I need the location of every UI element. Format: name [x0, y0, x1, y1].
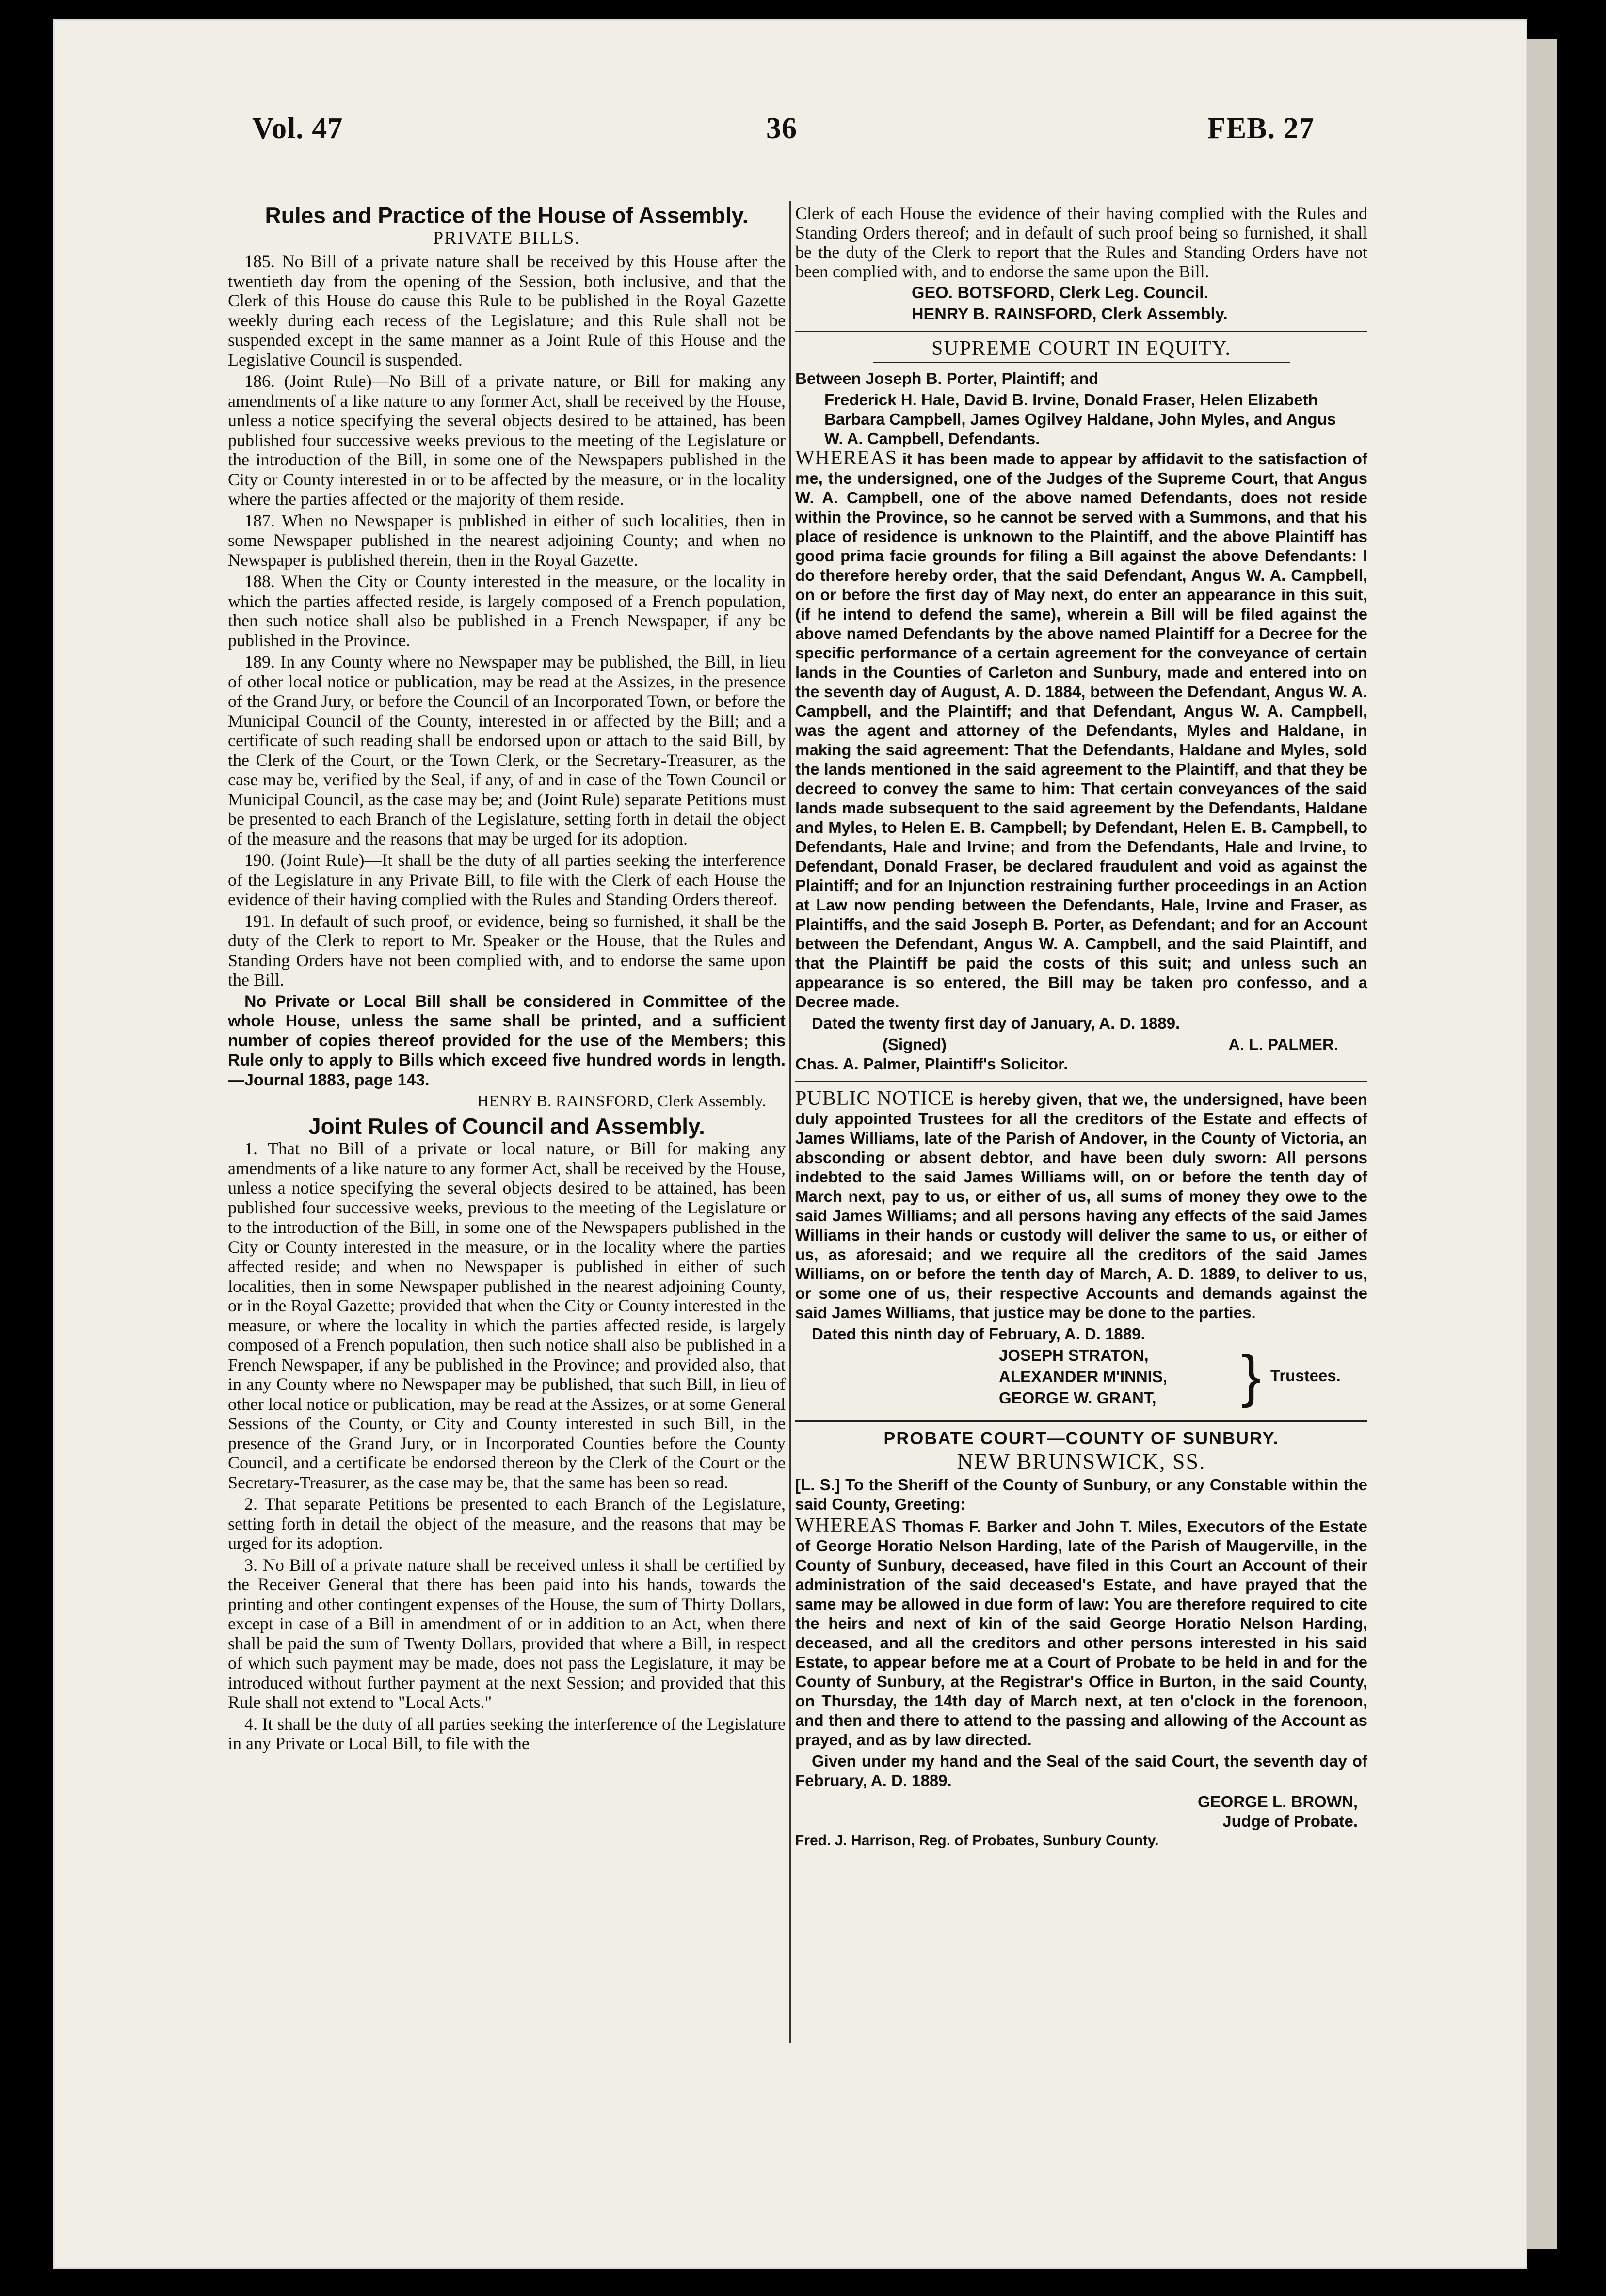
notice-dated: Dated this ninth day of February, A. D. 1889.	[812, 1325, 1145, 1343]
joint-rule-paragraph: 3. No Bill of a private nature shall be received unless it shall be certified by the Receiver General that there has been paid into his hands, towards the printing and other contingent expenses of the House, the sum of Thirty Dollars, except in case of a Bill in amendment of or in addition to an Act, when there shall be paid the sum of Twenty Dollars, provided that where a Bill, in respect of which such payment may be made, does not pass the Legislature, it may be introduced without further payment at the next Session; and provided that this Rule shall not extend to "Local Acts."	[228, 1555, 786, 1712]
joint-rule-paragraph: 4. It shall be the duty of all parties seeking the interference of the Legislature in any Private or Local Bill, to file with the	[228, 1714, 786, 1753]
volume-label: Vol. 47	[252, 112, 343, 145]
title-underline	[873, 362, 1290, 363]
probate-judge: GEORGE L. BROWN,	[1198, 1793, 1358, 1811]
joint-rules-title: Joint Rules of Council and Assembly.	[308, 1113, 705, 1139]
probate-whereas: WHEREAS	[795, 1515, 897, 1537]
right-column	[795, 204, 1367, 1852]
probate-judge-title: Judge of Probate.	[1222, 1812, 1358, 1830]
trustee-name: JOSEPH STRATON,	[999, 1346, 1149, 1364]
probate-province: NEW BRUNSWICK, SS.	[957, 1449, 1206, 1474]
public-notice	[795, 1089, 1367, 1323]
public-notice-body: is hereby given, that we, the undersigned, have been duly appointed Trustees for all the creditors of the Estate and effects of James Williams, late of the Parish of Andover, in the County of Victoria, an absconding or absent debtor, and have been duly sworn: All persons indebted to the said James Williams will, on or before the tenth day of March next, pay to us, or either of us, all sums of money they owe to the said James Williams; and all persons having any effects of the said James Williams in their hands or custody will deliver the same to us, or either of us, as aforesaid; and we require all the creditors of the said James Williams, on or before the tenth day of March, A. D. 1889, to deliver to us, or some one of us, their respective Accounts and demands against the said James Williams, that justice may be done to the parties.	[795, 1090, 1368, 1322]
rules-signature: HENRY B. RAINSFORD, Clerk Assembly.	[477, 1092, 766, 1110]
council-clerk-signature: GEO. BOTSFORD, Clerk Leg. Council.	[912, 284, 1209, 302]
rule-paragraph: 189. In any County where no Newspaper may be published, the Bill, in lieu of other local notice or publication, may be read at the Assizes, in the presence of the Grand Jury, or before the Council of an Incorporated Town, or before the Municipal Council of the County, interested in or affected by the Bill; and a certificate of such reading shall be endorsed upon or attach to the said Bill, by the Clerk of the Court, or the Town Clerk, or the Secretary-Treasurer, as the case may be, verified by the Seal, if any, of and in case of the Town Council or Municipal Council, as the case may be; and (Joint Rule) separate Petitions must be presented to each Branch of the Legislature, setting forth in detail the object of the measure and the reasons that may be urged for its adoption.	[228, 652, 786, 848]
left-column	[228, 204, 786, 1755]
probate-given: Given under my hand and the Seal of the said Court, the seventh day of February, A. D. 1889.	[795, 1752, 1367, 1789]
rules-subtitle: PRIVATE BILLS.	[433, 227, 580, 248]
section-separator	[795, 1081, 1367, 1082]
rules-note: No Private or Local Bill shall be considered in Committee of the whole House, unless the same shall be printed, and a sufficient number of copies thereof provided for the use of the Members; this Rule only to apply to Bills which exceed five hundred words in length.—Journal 1883, page 143.	[228, 992, 786, 1089]
page-number: 36	[766, 112, 797, 145]
brace-glyph: }	[1241, 1343, 1261, 1408]
equity-signature-row	[795, 1035, 1367, 1054]
equity-dated: Dated the twenty first day of January, A. D. 1889.	[812, 1014, 1180, 1032]
probate-address: [L. S.] To the Sheriff of the County of Sunbury, or any Constable within the said County, Greeting:	[795, 1476, 1367, 1513]
whereas-lead: WHEREAS	[795, 447, 897, 469]
rules-title: Rules and Practice of the House of Assembly.	[265, 203, 749, 228]
joint-rule-paragraph: 2. That separate Petitions be presented to each Branch of the Legislature, setting forth in detail the object of the measure, and the reasons that may be urged for its adoption.	[228, 1494, 786, 1553]
section-separator	[795, 331, 1367, 332]
rule-paragraph: 185. No Bill of a private nature shall be received by this House after the twentieth day from the opening of the Session, both inclusive, and that the Clerk of this House do cause this Rule to be published in the Royal Gazette weekly during each recess of the Legislature; and this Rule shall not be suspended except in the same manner as a Joint Rule of this House and the Legislative Council is suspended.	[228, 252, 786, 369]
rule-paragraph: 187. When no Newspaper is published in either of such localities, then in some Newspaper published in the nearest adjoining County; and when no Newspaper is published therein, then in the Royal Gazette.	[228, 510, 786, 570]
rule-paragraph: 190. (Joint Rule)—It shall be the duty of all parties seeking the interference of the Legislature in any Private Bill, to file with the Clerk of each House the evidence of their having complied with the Rules and Standing Orders thereof.	[228, 850, 786, 909]
column-divider	[789, 201, 791, 2043]
public-notice-lead: PUBLIC NOTICE	[795, 1087, 955, 1110]
assembly-clerk-signature: HENRY B. RAINSFORD, Clerk Assembly.	[912, 305, 1228, 323]
probate-registrar: Fred. J. Harrison, Reg. of Probates, Sunbury County.	[795, 1833, 1159, 1849]
equity-title: SUPREME COURT IN EQUITY.	[931, 337, 1231, 360]
solicitor-line: Chas. A. Palmer, Plaintiff's Solicitor.	[795, 1055, 1068, 1073]
trustees-block	[795, 1343, 1367, 1414]
continued-text: Clerk of each House the evidence of their having complied with the Rules and Standing Orders thereof; and in default of such proof being so furnished, it shall be the duty of the Clerk to report that the Rules and Standing Orders have not been complied with, and to endorse the same upon the Bill.	[795, 204, 1367, 281]
rule-paragraph: 191. In default of such proof, or evidence, being so furnished, it shall be the duty of the Clerk to report to Mr. Speaker or the House, that the Rules and Standing Orders have not been complied with, and to endorse the same upon the Bill.	[228, 911, 786, 989]
equity-between: Between Joseph B. Porter, Plaintiff; and	[795, 369, 1099, 387]
signed-label: (Signed)	[883, 1036, 947, 1053]
trustee-name: ALEXANDER M'INNIS,	[999, 1368, 1168, 1386]
probate-notice	[795, 1516, 1367, 1750]
joint-rule-paragraph: 1. That no Bill of a private or local nature, or Bill for making any amendments of a like nature to any former Act, shall be received by the House, unless a notice specifying the several objects desired to be attained, has been published four successive weeks, previous to the meeting of the Legislature or to the introduction of the Bill, in some one of the Newspapers published in the City or County interested in the measure, or in the locality where the parties affected reside; and when no Newspaper is published in either of such localities, then in some Newspaper published in the nearest adjoining County, or in the Royal Gazette; provided that when the City or County interested in the measure, or where the locality in which the parties affected reside, is largely composed of a French population, then such notice shall also be published in a French Newspaper, if any be published in the Province; and provided also, that in any County where no Newspaper may be published, that such Bill, in lieu of other local notice or publication, may be read at the Assizes, or at some General Sessions of the County, or City and County interested in such Bill, in the presence of the Grand Jury, or in Incorporated Counties before the County Council, and a certificate be endorsed thereon by the Clerk of the Court or the Secretary-Treasurer, as the case may be, that the same has been so read.	[228, 1139, 786, 1492]
section-separator	[795, 1420, 1367, 1422]
trustees-label: Trustees.	[1270, 1367, 1341, 1385]
trustee-name: GEORGE W. GRANT,	[999, 1389, 1156, 1407]
rule-paragraph: 188. When the City or County interested in the measure, or the locality in which the parties affected reside, is largely composed of a French population, then such notice shall also be published in a French Newspaper, if any be published in the Province.	[228, 572, 786, 650]
equity-notice	[795, 448, 1367, 1012]
probate-title: PROBATE COURT—COUNTY OF SUNBURY.	[883, 1428, 1279, 1448]
equity-body: it has been made to appear by affidavit to the satisfaction of me, the undersigned, one of the Judges of the Supreme Court, that Angus W. A. Campbell, one of the above named Defendants, does not reside within the Province, so he cannot be served with a Summons, and that his place of residence is unknown to the Plaintiff, and the above Plaintiff has good prima facie grounds for filing a Bill against the above Defendants: I do therefore hereby order, that the said Defendant, Angus W. A. Campbell, on or before the first day of May next, do enter an appearance in this suit, (if he intend to defend the same), wherein a Bill will be filed against the above named Defendants by the above named Plaintiff for a Decree for the specific performance of a certain agreement for the conveyance of certain lands in the Counties of Carleton and Sunbury, made and entered into on the seventh day of August, A. D. 1884, between the Defendant, Angus W. A. Campbell, and the Plaintiff; and that Defendant, Angus W. A. Campbell, was the agent and attorney of the Defendants, Myles and Haldane, in making the said agreement: That the Defendants, Haldane and Myles, sold the lands mentioned in the said agreement to the Plaintiff, and that they be decreed to convey the same to him: That certain conveyances of the said lands made subsequent to the said agreement by the Defendants, Haldane and Myles, to Helen E. B. Campbell; by Defendant, Helen E. B. Campbell, to Defendants, Hale and Irvine; and from the Defendants, Hale and Irvine, to Defendant, Donald Fraser, be declared fraudulent and void as against the Plaintiff; and for an Injunction restraining further proceedings in an Action at Law now pending between the Defendants, Hale, Irvine and Fraser, as Plaintiffs, and the said Joseph B. Porter, as Defendant; and for an Account between the Defendant, Angus W. A. Campbell, and the said Plaintiff, and that the Plaintiff be paid the costs of this suit; and unless such an appearance is so entered, the Bill may be taken pro confesso, and a Decree made.	[795, 450, 1367, 1011]
equity-defendants: Frederick H. Hale, David B. Irvine, Donald Fraser, Helen Elizabeth Barbara Campbell, James Ogilvey Haldane, John Myles, and Angus W. A. Campbell, Defendants.	[824, 391, 1336, 447]
probate-body: Thomas F. Barker and John T. Miles, Executors of the Estate of George Horatio Nelson Harding, late of the Parish of Maugerville, in the County of Sunbury, deceased, have filed in this Court an Account of their administration of the said deceased's Estate, and have prayed that the same may be allowed in due form of law: You are therefore required to cite the heirs and next of kin of the said George Horatio Nelson Harding, deceased, and all the creditors and other persons interested in his said Estate, to appear before me at a Court of Probate to be held in and for the County of Sunbury, at the Registrar's Office in Burton, in the said County, on Thursday, the 14th day of March next, at ten o'clock in the forenoon, and then and there to attend to the passing and allowing of the Account as prayed, and as by law directed.	[795, 1517, 1367, 1749]
issue-date: FEB. 27	[1207, 112, 1315, 145]
page-curl	[1527, 39, 1557, 2249]
rule-paragraph: 186. (Joint Rule)—No Bill of a private nature, or Bill for making any amendments of a like nature to any former Act, shall be received by the House, unless a notice specifying the several objects desired to be attained, has been published four successive weeks previous to the meeting of the Legislature or the introduction of the Bill, in some one of the Newspapers published in the City or County interested in or to be affected by the measure, or in the locality where the parties affected or the majority of them reside.	[228, 371, 786, 509]
judge-name: A. L. PALMER.	[1228, 1036, 1338, 1053]
